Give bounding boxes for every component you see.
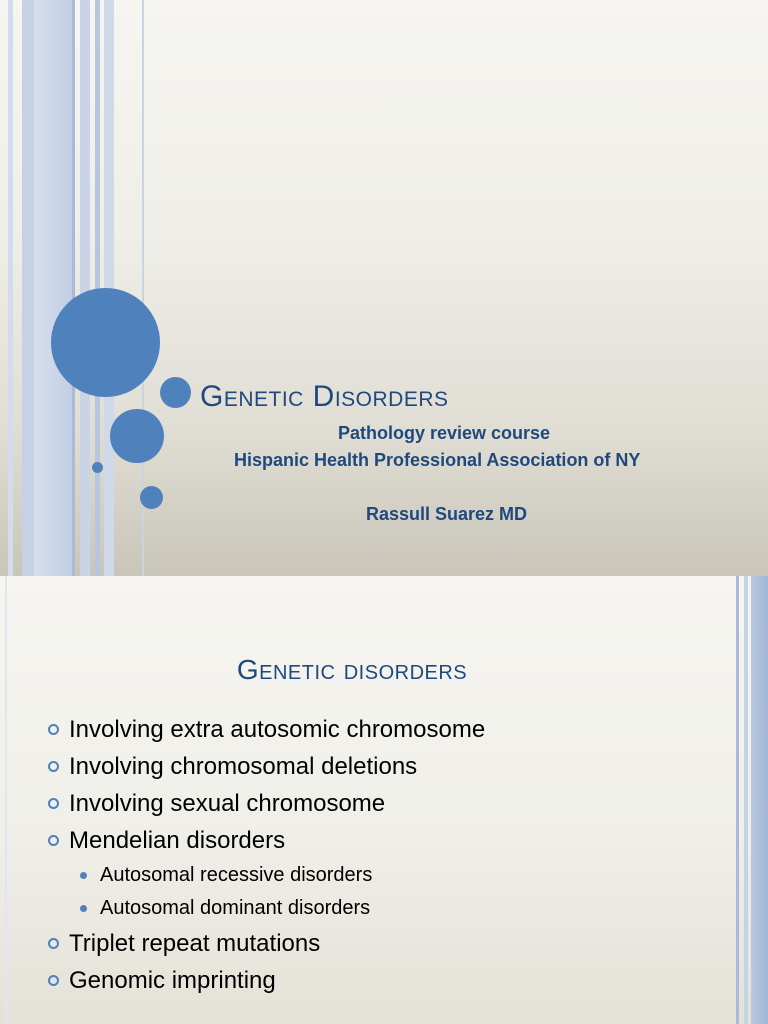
decorative-stripe [72, 0, 75, 576]
ring-bullet-icon [48, 761, 59, 772]
decorative-stripe [736, 576, 739, 1024]
decorative-stripe [80, 0, 90, 576]
list-item [0, 822, 700, 859]
decorative-circle-medium [110, 409, 164, 463]
dot-bullet-icon [80, 905, 87, 912]
list-item-text: Autosomal dominant disorders [100, 897, 371, 919]
ring-bullet-icon [48, 975, 59, 986]
decorative-stripe [8, 0, 13, 576]
list-item [0, 785, 700, 822]
bullet-list [0, 711, 700, 999]
ring-bullet-icon [48, 938, 59, 949]
content-slide [0, 576, 768, 1024]
decorative-stripe [22, 0, 34, 576]
list-item [0, 748, 700, 785]
decorative-circle-small [140, 486, 163, 509]
list-item-text: Autosomal recessive disorders [100, 864, 373, 886]
dot-bullet-icon [80, 872, 87, 879]
subtitle-organization: Hispanic Health Professional Association of NY [234, 450, 641, 470]
list-item [0, 925, 700, 962]
sub-list-item [0, 892, 700, 925]
decorative-circle-small [160, 377, 191, 408]
ring-bullet-icon [48, 724, 59, 735]
slide-title: Genetic Disorders [200, 380, 449, 413]
sub-list-item [0, 859, 700, 892]
ring-bullet-icon [48, 798, 59, 809]
decorative-circle-large [51, 288, 160, 397]
decorative-stripe [751, 576, 768, 1024]
list-item-text: Triplet repeat mutations [69, 930, 321, 957]
list-item-text: Genomic imprinting [69, 967, 276, 994]
list-item-text: Mendelian disorders [69, 827, 286, 854]
list-item [0, 962, 700, 999]
author-name: Rassull Suarez MD [366, 504, 528, 524]
ring-bullet-icon [48, 835, 59, 846]
list-item-text: Involving sexual chromosome [69, 790, 386, 817]
slide-title: Genetic disorders [236, 654, 468, 685]
list-item [0, 711, 700, 748]
decorative-circle-tiny [92, 462, 103, 473]
decorative-stripe [34, 0, 72, 576]
list-item-text: Involving extra autosomic chromosome [69, 716, 486, 743]
subtitle-course: Pathology review course [338, 423, 551, 443]
decorative-stripe [744, 576, 748, 1024]
list-item-text: Involving chromosomal deletions [69, 753, 418, 780]
